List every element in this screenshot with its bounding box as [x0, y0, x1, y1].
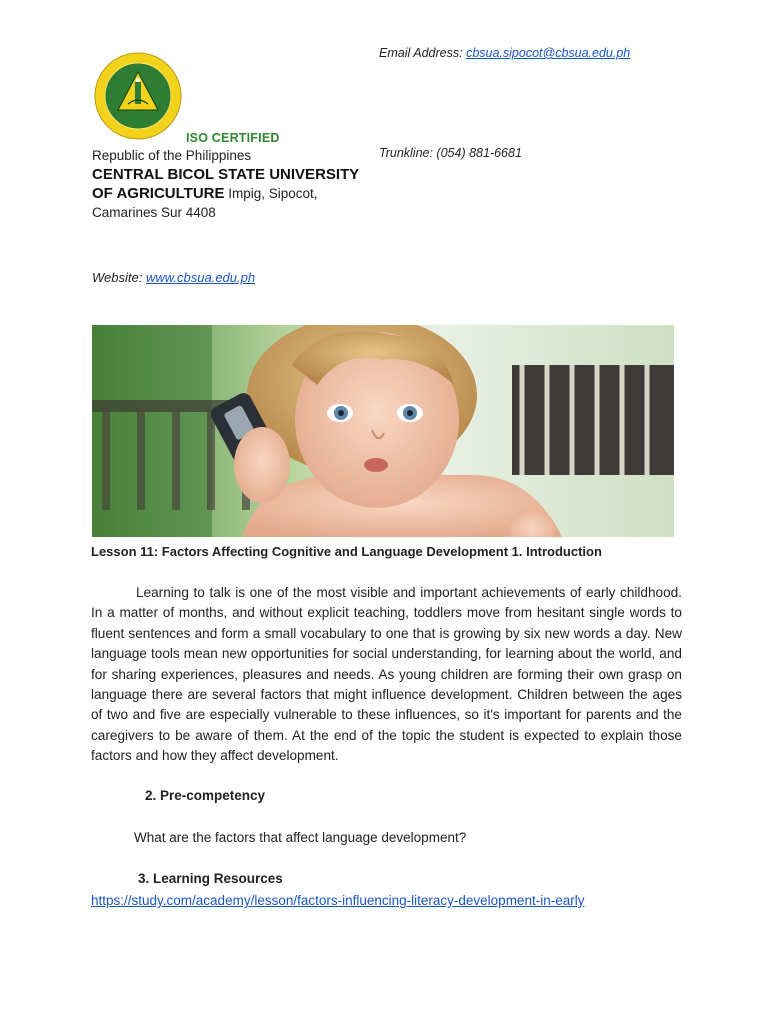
email-line	[379, 46, 630, 60]
university-address: Impig, Sipocot, Camarines Sur 4408	[92, 186, 318, 220]
university-seal-logo	[94, 52, 182, 140]
website-label: Website:	[92, 270, 146, 285]
lesson-title: Lesson 11: Factors Affecting Cognitive and Language Development 1. Introduction	[91, 544, 602, 559]
precompetency-heading: 2. Pre-competency	[145, 788, 266, 803]
introduction-text: Learning to talk is one of the most visible and important achievements of early childhood. In a matter of months, and without explicit teaching, toddlers move from hesitant single words to fluent sentences and form a small vocabulary to one that is growing by six new words a day. New language tools mean new opportunities for social understanding, for learning about the world, and for sharing experiences, pleasures and needs. As young children are forming their own grasp on language there are several factors that might influence development. Children between the ages of two and five are especially vulnerable to these influences, so it's important for parents and the caregivers to be aware of them. At the end of the topic the student is expected to explain those factors and how they affect development.	[91, 585, 682, 764]
university-block	[92, 165, 382, 222]
learning-resources-heading: 3. Learning Resources	[138, 871, 283, 886]
email-label: Email Address:	[379, 46, 467, 60]
republic-label: Republic of the Philippines	[92, 148, 252, 163]
trunkline-text: Trunkline: (054) 881-6681	[379, 146, 522, 160]
toddler-on-phone-photo	[92, 325, 674, 537]
iso-certified-label: ISO CERTIFIED	[186, 131, 280, 145]
website-line	[92, 270, 255, 285]
learning-resource-link[interactable]: https://study.com/academy/lesson/factors-influencing-literacy-development-in-early	[91, 893, 585, 908]
website-link[interactable]: www.cbsua.edu.ph	[145, 270, 256, 285]
university-name: CENTRAL BICOL STATE UNIVERSITY OF AGRICULTURE	[92, 166, 359, 202]
introduction-paragraph	[91, 583, 682, 767]
precompetency-question: What are the factors that affect language development?	[134, 830, 467, 845]
email-link[interactable]: cbsua.sipocot@cbsua.edu.ph	[466, 46, 631, 60]
